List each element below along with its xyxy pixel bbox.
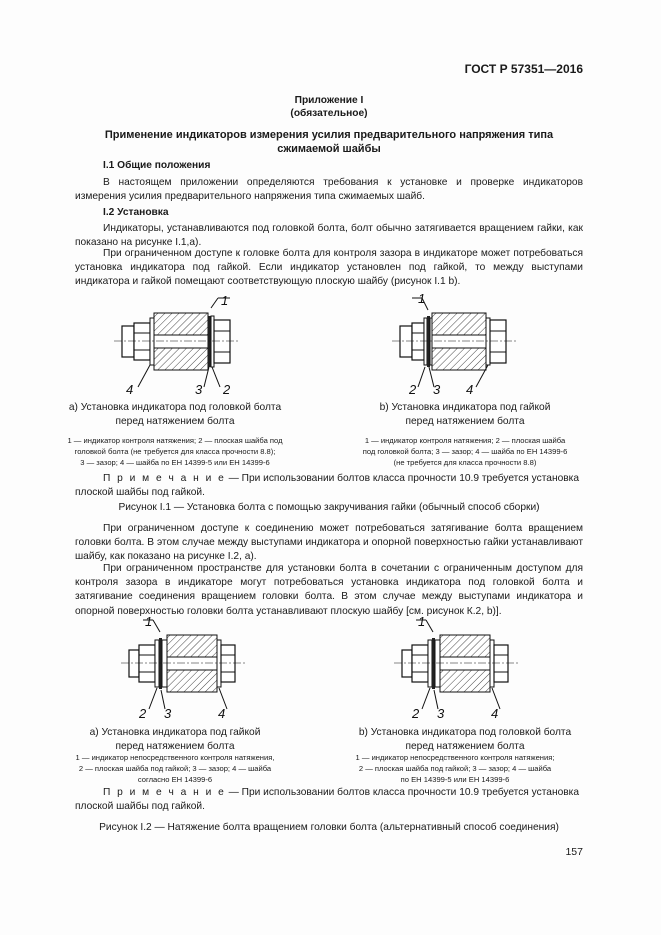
leader-1 [426,620,433,632]
figure1a-drawing [110,290,250,400]
figure1-title: Рисунок I.1 — Установка болта с помощью закручивания гайки (обычный способ сборки) [118,502,540,513]
bolt-thread-end [400,326,412,357]
figure2a-caption [55,726,295,753]
figure1b-drawing [388,290,528,400]
main-title: Применение индикаторов измерения усилия предварительного напряжения типа сжимаемой шайбы [104,129,554,155]
legend-line: по ЕН 14399-5 или ЕН 14399-6 [400,774,510,784]
bolt-shank [432,335,486,348]
legend-line: 2 — плоская шайба под гайкой; 3 — зазор; 4 — шайба [358,763,552,773]
label-4: 4 [218,706,226,721]
label-2: 2 [409,382,417,397]
appendix-status: (обязательное) [290,108,368,119]
flat-washer [424,318,427,365]
figure1a-caption [55,401,295,428]
bolt-shank [440,657,490,670]
figure1a-legend [40,436,310,468]
label-4: 4 [466,382,474,397]
figure1b-legend [330,436,600,468]
label-2: 2 [223,382,231,397]
caption-line: b) Установка индикатора под головкой болта [358,727,572,738]
section-2-title: I.2 Установка [103,207,169,218]
bolt-head [221,645,235,682]
caption-line: перед натяжением болта [115,740,235,752]
label-4: 4 [491,706,499,721]
section-1-title: I.1 Общие положения [103,160,211,171]
caption-line: а) Установка индикатора под головкой болта [68,402,282,413]
label-1: 1 [221,293,229,308]
note-label: П р и м е ч а н и е [103,473,226,484]
leader-2 [149,688,157,709]
section-2-paragraph-2: При ограниченном доступе к головке болта для контроля зазора в индикаторе может потребоваться установка индикатора под гайкой. Если индикатор установлен под гайкой, то между выступами индикатора и гайкой помещают соответствующую плоскую шайбу (рисунок I.1 b). [75,248,583,288]
caption-line: перед натяжением болта [405,415,525,427]
label-3: 3 [164,706,172,721]
legend-line: согласно ЕН 14399-6 [137,774,213,784]
label-1: 1 [145,614,153,629]
bolt-shank [167,657,217,670]
washer [435,640,440,687]
bolt-head [214,320,230,363]
flat-washer [155,640,159,687]
caption-line: b) Установка индикатора под гайкой [379,402,551,413]
bolt-head [412,645,428,682]
washer [430,318,432,365]
appendix-title: Приложение I [294,95,364,106]
legend-line: 3 — зазор; 4 — шайба по ЕН 14399-5 или ЕН 14399-6 [80,457,270,467]
label-1: 1 [418,291,426,306]
label-3: 3 [437,706,445,721]
nut [139,645,155,682]
figure2b-caption [345,726,585,753]
legend-line: 1 — индикатор контроля натяжения; 2 — плоская шайба [364,436,566,445]
label-2: 2 [412,706,420,721]
plate-lower [167,670,217,692]
leader-1 [153,620,160,632]
legend-line: 2 — плоская шайба под гайкой; 3 — зазор; 4 — шайба [78,763,272,773]
bolt-head [490,320,506,363]
figure2b-legend [320,753,590,785]
leader-2 [422,688,430,709]
section-2-paragraph-4: При ограниченном пространстве для установки болта в сочетании с ограниченным доступом для контроля зазора в индикаторе могут потребоваться установка индикатора под головкой болта и затягивание соединения вращением головки болта. В этом случае между выступами индикатора и опорной поверхностью головки болта устанавливают плоскую шайбу [см. рисунок К.2, b)]. [75,563,583,617]
washer-head [486,318,490,365]
plate-lower [154,348,208,370]
legend-line: под головкой болта; 3 — зазор; 4 — шайба по ЕН 14399-6 [362,446,568,456]
plate-upper [440,635,490,657]
label-1: 1 [418,614,426,629]
plate-upper [154,313,208,335]
section-1-paragraph: В настоящем приложении определяются требования к установке и проверке индикаторов измерения усилия предварительного напряжения типа сжимаемых шайб. [75,177,583,203]
figure2a-drawing [115,612,255,722]
caption-line: перед натяжением болта [405,740,525,752]
washer [150,318,154,365]
page-number: 157 [565,846,583,858]
washer-head [217,640,221,687]
legend-line: 1 — индикатор непосредственного контроля натяжения; [355,753,555,762]
plate-lower [440,670,490,692]
bolt-shank [154,335,208,348]
label-3: 3 [195,382,203,397]
leader-1 [211,298,218,308]
plate-lower [432,348,486,370]
appendix-heading [75,94,583,120]
label-4: 4 [126,382,134,397]
legend-line: головкой болта (не требуется для класса прочности 8.8); [74,446,276,456]
plate-upper [432,313,486,335]
plate-upper [167,635,217,657]
figure2b-drawing [388,612,528,722]
figure2-note [75,786,583,814]
flat-washer [428,640,432,687]
legend-line: (не требуется для класса прочности 8.8) [393,457,537,467]
legend-line: 1 — индикатор непосредственного контроля натяжения, [75,753,275,762]
note-label: П р и м е ч а н и е [103,787,226,798]
leader-2 [418,367,425,387]
bolt-thread-end [402,650,412,677]
caption-line: а) Установка индикатора под гайкой [89,727,261,738]
figure1-note [75,472,583,500]
note-text: — При использовании болтов класса прочности 10.9 требуется установка плоской шайбы под гайкой. [75,787,579,812]
figure1b-caption [345,401,585,428]
section-2-paragraph-1: Индикаторы, устанавливаются под головкой болта, болт обычно затягивается вращением гайки, как показано на рисунке I.1,а). [75,223,583,249]
legend-line: 1 — индикатор контроля натяжения; 2 — плоская шайба под [67,436,283,445]
label-2: 2 [139,706,147,721]
standard-number: ГОСТ Р 57351—2016 [464,62,583,76]
bolt-thread-end [129,650,139,677]
leader-4 [138,365,150,387]
washer [162,640,167,687]
figure2-title: Рисунок I.2 — Натяжение болта вращением головки болта (альтернативный способ соединения) [99,822,559,833]
nut [134,323,150,360]
nut [494,645,508,682]
washer-nut [490,640,494,687]
label-3: 3 [433,382,441,397]
note-text: — При использовании болтов класса прочности 10.9 требуется установка плоской шайбы под гайкой. [75,473,579,498]
figure2a-legend [40,753,310,785]
nut [412,323,424,360]
caption-line: перед натяжением болта [115,415,235,427]
bolt-thread-end [122,326,134,357]
section-2-paragraph-3: При ограниченном доступе к соединению может потребоваться затягивание болта вращением головки болта. В этом случае между выступами индикатора и опорной поверхностью гайки устанавливают шайбу, как показано на рисунке I.2, а). [75,523,583,563]
leader-2 [212,367,220,387]
